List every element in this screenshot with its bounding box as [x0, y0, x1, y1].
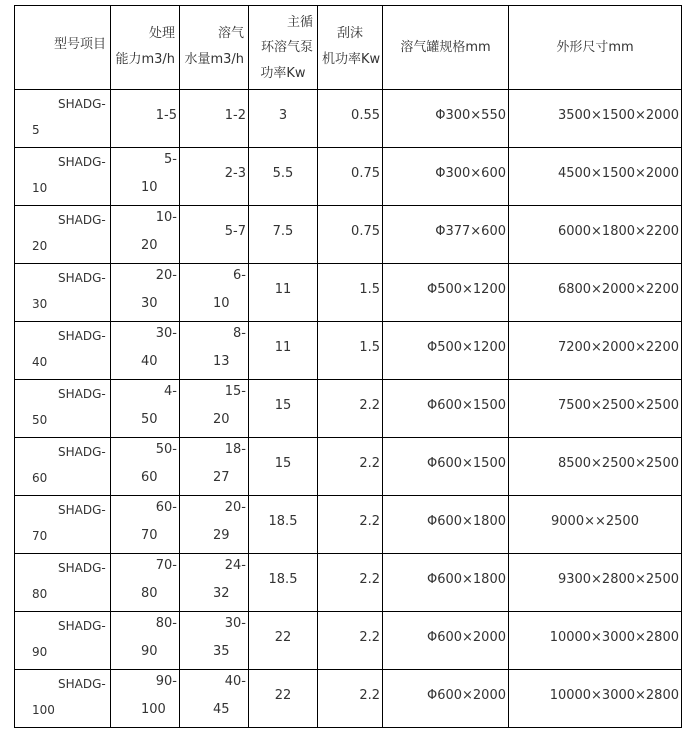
- water-value-end: 35: [213, 644, 230, 659]
- water-cell: [180, 670, 249, 728]
- water-cell: [180, 612, 249, 670]
- dimensions-cell: [509, 380, 682, 438]
- table-row: [15, 438, 682, 496]
- dimensions-cell: [509, 612, 682, 670]
- dimensions-cell: [509, 322, 682, 380]
- tank-cell: [383, 322, 509, 380]
- dimensions-value: 8500×2500×2500: [557, 456, 679, 471]
- pump-power-value: 5.5: [272, 166, 294, 181]
- capacity-value-start: 30-: [155, 326, 177, 341]
- capacity-value-end: 100: [141, 702, 166, 717]
- water-cell: [180, 380, 249, 438]
- pump-power-value: 11: [274, 282, 292, 297]
- scraper-cell: [318, 612, 383, 670]
- capacity-value-end: 40: [141, 354, 158, 369]
- header-tank: [383, 6, 509, 90]
- capacity-value-start: 4-: [164, 384, 177, 399]
- tank-spec-value: Φ377×600: [435, 224, 506, 239]
- pump-cell: [249, 496, 318, 554]
- capacity-value-end: 90: [141, 644, 158, 659]
- scraper-cell: [318, 148, 383, 206]
- water-cell: [180, 438, 249, 496]
- model-number: 30: [32, 297, 48, 311]
- table-row: [15, 322, 682, 380]
- dimensions-cell: [509, 496, 682, 554]
- tank-cell: [383, 612, 509, 670]
- water-value-start: 40-: [224, 674, 246, 689]
- scraper-cell: [318, 670, 383, 728]
- water-cell: [180, 148, 249, 206]
- model-prefix: SHADG-: [58, 445, 106, 459]
- model-number: 60: [32, 471, 48, 485]
- tank-cell: [383, 264, 509, 322]
- dimensions-cell: [509, 206, 682, 264]
- tank-cell: [383, 380, 509, 438]
- model-cell: [15, 554, 111, 612]
- capacity-cell: [111, 670, 180, 728]
- water-cell: [180, 206, 249, 264]
- header-model-label: 型号项目: [53, 37, 106, 52]
- header-capacity-line1: 处理: [148, 26, 175, 41]
- header-scraper: [318, 6, 383, 90]
- dimensions-value: 9300×2800×2500: [557, 572, 679, 587]
- capacity-cell: [111, 612, 180, 670]
- tank-cell: [383, 148, 509, 206]
- table-row: [15, 554, 682, 612]
- header-tank-label: 溶气罐规格mm: [400, 40, 491, 55]
- dimensions-value: 9000××2500: [551, 514, 639, 529]
- pump-cell: [249, 90, 318, 148]
- water-value-end: 27: [213, 470, 230, 485]
- scraper-power-value: 0.75: [351, 166, 380, 181]
- water-cell: [180, 264, 249, 322]
- water-value: 1-2: [224, 108, 246, 123]
- scraper-cell: [318, 90, 383, 148]
- tank-spec-value: Φ600×1800: [426, 514, 506, 529]
- header-capacity-line2: 能力m3/h: [115, 52, 175, 67]
- capacity-cell: [111, 90, 180, 148]
- model-number: 70: [32, 529, 48, 543]
- model-prefix: SHADG-: [58, 619, 106, 633]
- scraper-power-value: 2.2: [359, 514, 380, 529]
- capacity-cell: [111, 264, 180, 322]
- model-cell: [15, 264, 111, 322]
- table-row: [15, 670, 682, 728]
- dimensions-value: 10000×3000×2800: [549, 630, 679, 645]
- table-row: [15, 206, 682, 264]
- model-number: 20: [32, 239, 48, 253]
- capacity-value-start: 80-: [155, 616, 177, 631]
- capacity-value-end: 10: [141, 180, 158, 195]
- water-value-end: 13: [213, 354, 230, 369]
- scraper-power-value: 2.2: [359, 630, 380, 645]
- pump-power-value: 22: [274, 630, 292, 645]
- tank-cell: [383, 496, 509, 554]
- header-capacity: [111, 6, 180, 90]
- model-prefix: SHADG-: [58, 155, 106, 169]
- model-cell: [15, 90, 111, 148]
- header-dimensions: [509, 6, 682, 90]
- model-prefix: SHADG-: [58, 329, 106, 343]
- model-cell: [15, 206, 111, 264]
- model-cell: [15, 496, 111, 554]
- pump-power-value: 3: [278, 108, 288, 123]
- model-prefix: SHADG-: [58, 503, 106, 517]
- water-value-end: 20: [213, 412, 230, 427]
- capacity-value-end: 20: [141, 238, 158, 253]
- table-row: [15, 612, 682, 670]
- header-row: [15, 6, 682, 90]
- model-cell: [15, 322, 111, 380]
- header-water: [180, 6, 249, 90]
- pump-power-value: 18.5: [268, 514, 298, 529]
- model-prefix: SHADG-: [58, 677, 106, 691]
- scraper-power-value: 2.2: [359, 456, 380, 471]
- tank-spec-value: Φ600×2000: [426, 688, 506, 703]
- dimensions-value: 6000×1800×2200: [557, 224, 679, 239]
- model-prefix: SHADG-: [58, 561, 106, 575]
- capacity-value-start: 70-: [155, 558, 177, 573]
- water-value-start: 24-: [224, 558, 246, 573]
- capacity-value-end: 30: [141, 296, 158, 311]
- dimensions-value: 3500×1500×2000: [557, 108, 679, 123]
- model-prefix: SHADG-: [58, 387, 106, 401]
- scraper-power-value: 1.5: [359, 340, 380, 355]
- dimensions-cell: [509, 148, 682, 206]
- pump-power-value: 15: [274, 456, 292, 471]
- scraper-cell: [318, 438, 383, 496]
- model-cell: [15, 612, 111, 670]
- dimensions-value: 7500×2500×2500: [557, 398, 679, 413]
- table-row: [15, 90, 682, 148]
- header-water-line2: 水量m3/h: [184, 52, 244, 67]
- water-value-end: 45: [213, 702, 230, 717]
- pump-cell: [249, 438, 318, 496]
- header-dimensions-label: 外形尺寸mm: [556, 40, 634, 55]
- pump-cell: [249, 148, 318, 206]
- capacity-value-start: 5-: [164, 152, 177, 167]
- model-cell: [15, 438, 111, 496]
- water-value-end: 29: [213, 528, 230, 543]
- table-row: [15, 264, 682, 322]
- capacity-value-start: 60-: [155, 500, 177, 515]
- model-prefix: SHADG-: [58, 97, 106, 111]
- water-value-start: 30-: [224, 616, 246, 631]
- pump-cell: [249, 264, 318, 322]
- dimensions-cell: [509, 90, 682, 148]
- tank-spec-value: Φ600×1500: [426, 398, 506, 413]
- capacity-value-end: 50: [141, 412, 158, 427]
- header-model: [15, 6, 111, 90]
- capacity-cell: [111, 438, 180, 496]
- header-pump-line1: 主循: [286, 15, 313, 30]
- model-number: 10: [32, 181, 48, 195]
- scraper-power-value: 0.75: [351, 224, 380, 239]
- dimensions-cell: [509, 438, 682, 496]
- dimensions-value: 4500×1500×2000: [557, 166, 679, 181]
- capacity-value-end: 80: [141, 586, 158, 601]
- pump-cell: [249, 670, 318, 728]
- capacity-value-end: 70: [141, 528, 158, 543]
- dimensions-cell: [509, 670, 682, 728]
- water-value-start: 8-: [233, 326, 246, 341]
- model-cell: [15, 380, 111, 438]
- capacity-value: 1-5: [155, 108, 177, 123]
- tank-cell: [383, 206, 509, 264]
- table-row: [15, 148, 682, 206]
- header-scraper-line2: 机功率Kw: [322, 52, 381, 67]
- scraper-power-value: 2.2: [359, 688, 380, 703]
- tank-cell: [383, 554, 509, 612]
- tank-spec-value: Φ600×1800: [426, 572, 506, 587]
- water-value-start: 18-: [224, 442, 246, 457]
- water-value: 2-3: [224, 166, 246, 181]
- model-number: 90: [32, 645, 48, 659]
- water-cell: [180, 496, 249, 554]
- capacity-cell: [111, 554, 180, 612]
- header-scraper-line1: 刮沫: [336, 26, 363, 41]
- water-cell: [180, 554, 249, 612]
- capacity-cell: [111, 322, 180, 380]
- model-number: 40: [32, 355, 48, 369]
- water-value-end: 32: [213, 586, 230, 601]
- dimensions-cell: [509, 554, 682, 612]
- water-value-start: 20-: [224, 500, 246, 515]
- pump-cell: [249, 380, 318, 438]
- capacity-value-start: 10-: [155, 210, 177, 225]
- scraper-power-value: 0.55: [351, 108, 380, 123]
- tank-spec-value: Φ600×2000: [426, 630, 506, 645]
- table-row: [15, 380, 682, 438]
- model-number: 100: [32, 703, 55, 717]
- dimensions-value: 6800×2000×2200: [557, 282, 679, 297]
- capacity-value-end: 60: [141, 470, 158, 485]
- capacity-value-start: 90-: [155, 674, 177, 689]
- capacity-cell: [111, 496, 180, 554]
- scraper-cell: [318, 496, 383, 554]
- scraper-cell: [318, 206, 383, 264]
- capacity-cell: [111, 380, 180, 438]
- water-value-start: 6-: [233, 268, 246, 283]
- scraper-cell: [318, 264, 383, 322]
- table-row: [15, 496, 682, 554]
- tank-cell: [383, 670, 509, 728]
- header-water-line1: 溶气: [217, 26, 244, 41]
- capacity-cell: [111, 206, 180, 264]
- pump-power-value: 7.5: [272, 224, 294, 239]
- tank-spec-value: Φ300×600: [435, 166, 506, 181]
- pump-power-value: 22: [274, 688, 292, 703]
- scraper-power-value: 1.5: [359, 282, 380, 297]
- pump-power-value: 11: [274, 340, 292, 355]
- dimensions-value: 7200×2000×2200: [557, 340, 679, 355]
- water-value: 5-7: [224, 224, 246, 239]
- capacity-value-start: 20-: [155, 268, 177, 283]
- pump-cell: [249, 206, 318, 264]
- tank-cell: [383, 90, 509, 148]
- dimensions-value: 10000×3000×2800: [549, 688, 679, 703]
- header-pump-line2: 环溶气泵: [260, 40, 313, 55]
- model-prefix: SHADG-: [58, 213, 106, 227]
- model-prefix: SHADG-: [58, 271, 106, 285]
- model-number: 80: [32, 587, 48, 601]
- tank-spec-value: Φ500×1200: [426, 282, 506, 297]
- model-cell: [15, 148, 111, 206]
- water-cell: [180, 90, 249, 148]
- water-value-start: 15-: [224, 384, 246, 399]
- dimensions-cell: [509, 264, 682, 322]
- tank-spec-value: Φ300×550: [435, 108, 506, 123]
- pump-cell: [249, 322, 318, 380]
- model-cell: [15, 670, 111, 728]
- water-value-end: 10: [213, 296, 230, 311]
- scraper-power-value: 2.2: [359, 572, 380, 587]
- spec-table: [14, 5, 682, 728]
- header-pump: [249, 6, 318, 90]
- scraper-cell: [318, 380, 383, 438]
- water-cell: [180, 322, 249, 380]
- pump-power-value: 15: [274, 398, 292, 413]
- scraper-cell: [318, 322, 383, 380]
- model-number: 50: [32, 413, 48, 427]
- tank-cell: [383, 438, 509, 496]
- pump-cell: [249, 612, 318, 670]
- pump-power-value: 18.5: [268, 572, 298, 587]
- scraper-cell: [318, 554, 383, 612]
- header-pump-line3: 功率Kw: [260, 66, 306, 81]
- pump-cell: [249, 554, 318, 612]
- capacity-cell: [111, 148, 180, 206]
- model-number: 5: [32, 123, 40, 137]
- tank-spec-value: Φ600×1500: [426, 456, 506, 471]
- tank-spec-value: Φ500×1200: [426, 340, 506, 355]
- capacity-value-start: 50-: [155, 442, 177, 457]
- scraper-power-value: 2.2: [359, 398, 380, 413]
